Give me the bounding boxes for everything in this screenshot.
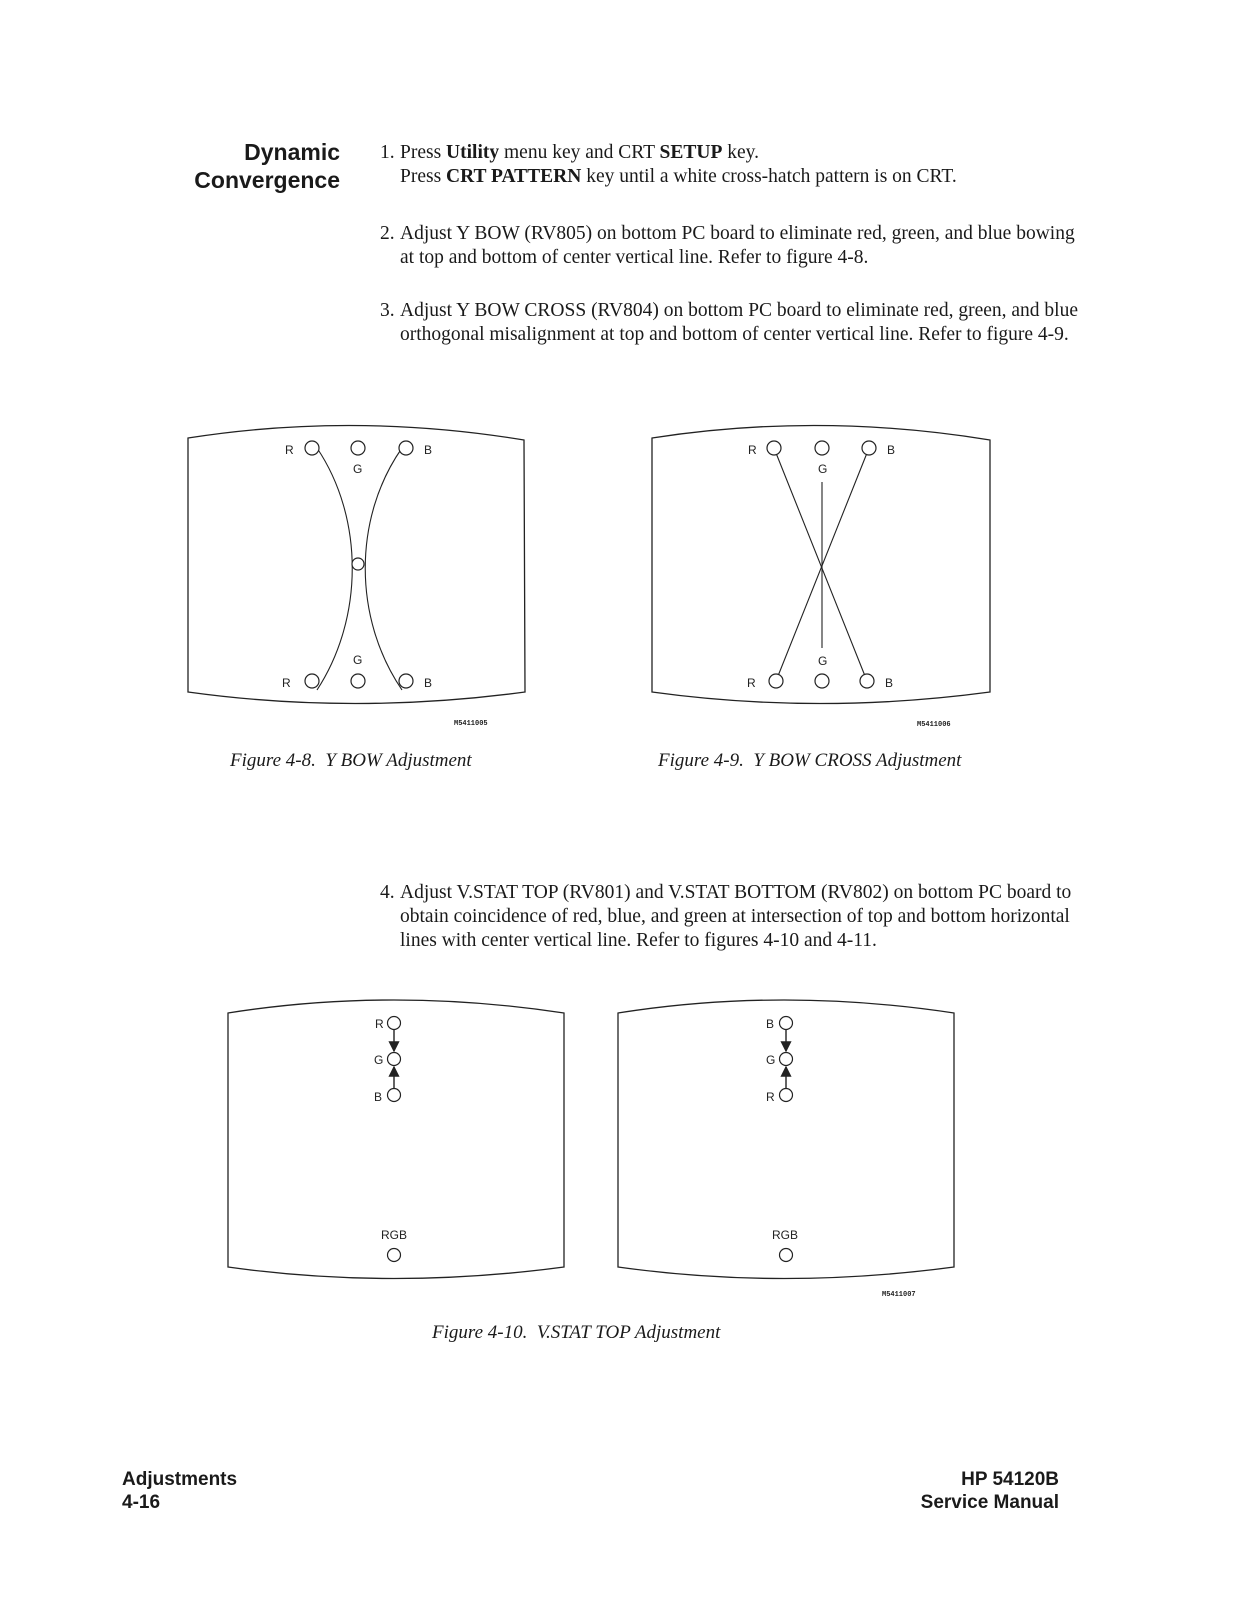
label-r-bottom: R [747, 676, 756, 690]
crt-pattern-key-label: CRT PATTERN [446, 166, 582, 187]
red-dot-bottom [305, 674, 319, 688]
blue-dot-bottom [860, 674, 874, 688]
figure-4-8-diagram [182, 410, 532, 740]
step-1 [380, 141, 1080, 189]
blue-bow-curve [365, 448, 402, 690]
label-g-bottom: G [353, 653, 363, 667]
rgb-dot [780, 1249, 793, 1262]
footer-left [122, 1468, 237, 1514]
step-text: Adjust Y BOW CROSS (RV804) on bottom PC board to eliminate red, green, and blue orthogonal misalignment at top and bottom of center vertical line. Refer to figure 4-9. [400, 300, 1078, 345]
figure-code: M5411007 [882, 1291, 916, 1299]
red-bow-curve [317, 448, 352, 690]
manual-title: Service Manual [920, 1492, 1059, 1513]
label-bottom: R [766, 1090, 775, 1104]
label-mid: G [374, 1053, 384, 1067]
figure-4-10-caption: Figure 4-10. V.STAT TOP Adjustment [432, 1322, 721, 1343]
label-r-top: R [748, 443, 757, 457]
green-dot-top [351, 441, 365, 455]
blue-dot-bottom [399, 674, 413, 688]
label-g-bottom: G [818, 654, 828, 668]
step-1-line-2: Press CRT PATTERN key until a white cross-hatch pattern is on CRT. [400, 166, 957, 187]
footer-section: Adjustments [122, 1469, 238, 1490]
label-top: B [766, 1017, 775, 1031]
section-heading-line1: Dynamic [244, 139, 340, 165]
step-number: 1. [380, 142, 395, 163]
blue-dot-top [399, 441, 413, 455]
label-r-top: R [285, 443, 294, 457]
step-text: Adjust Y BOW (RV805) on bottom PC board to eliminate red, green, and blue bowing at top and bottom of center vertical line. Refer to figure 4-8. [400, 223, 1075, 268]
blue-dot [388, 1089, 401, 1102]
figure-4-9-diagram [647, 410, 997, 740]
step-3 [380, 299, 1080, 347]
step-2 [380, 222, 1080, 270]
section-heading [150, 138, 340, 194]
figure-4-10-diagram [222, 985, 967, 1305]
green-dot [780, 1053, 793, 1066]
label-r-bottom: R [282, 676, 291, 690]
label-g-top: G [353, 462, 363, 476]
figure-4-8-caption: Figure 4-8. Y BOW Adjustment [230, 750, 472, 771]
red-dot-top [305, 441, 319, 455]
left-crt-screen [228, 1000, 564, 1279]
label-mid: G [766, 1053, 776, 1067]
figure-code: M5411005 [454, 720, 488, 728]
figure-code: M5411006 [917, 721, 951, 729]
utility-key-label: Utility [446, 142, 500, 163]
label-bottom: B [374, 1090, 383, 1104]
right-crt-screen [618, 1000, 954, 1279]
blue-dot-top [862, 441, 876, 455]
label-b-bottom: B [885, 676, 894, 690]
step-1-line-1: Press Utility menu key and CRT SETUP key. [400, 142, 760, 163]
page-number: 4-16 [122, 1492, 161, 1513]
label-top: R [375, 1017, 384, 1031]
red-dot [388, 1017, 401, 1030]
step-text: Adjust V.STAT TOP (RV801) and V.STAT BOTTOM (RV802) on bottom PC board to obtain coincidence of red, blue, and green at intersection of top and bottom horizontal lines with center vertical line. Refer to figures 4-10 and 4-11. [400, 882, 1072, 951]
label-g-top: G [818, 462, 828, 476]
red-dot-bottom [769, 674, 783, 688]
step-number: 2. [380, 223, 395, 244]
label-b-top: B [887, 443, 896, 457]
red-dot-top [767, 441, 781, 455]
step-number: 4. [380, 882, 395, 903]
red-cross-line [774, 448, 867, 681]
label-rgb: RGB [381, 1228, 408, 1242]
label-b-top: B [424, 443, 433, 457]
red-dot [780, 1089, 793, 1102]
step-number: 3. [380, 300, 395, 321]
rgb-dot [388, 1249, 401, 1262]
footer-right [921, 1468, 1059, 1514]
figure-4-9-caption: Figure 4-9. Y BOW CROSS Adjustment [658, 750, 962, 771]
green-dot-bottom [351, 674, 365, 688]
green-dot [388, 1053, 401, 1066]
step-4 [380, 881, 1080, 953]
label-rgb: RGB [772, 1228, 799, 1242]
section-heading-line2: Convergence [194, 167, 340, 193]
center-dot [352, 558, 364, 570]
green-dot-bottom [815, 674, 829, 688]
product-name: HP 54120B [961, 1469, 1059, 1490]
green-dot-top [815, 441, 829, 455]
setup-key-label: SETUP [659, 142, 723, 163]
blue-dot [780, 1017, 793, 1030]
label-b-bottom: B [424, 676, 433, 690]
